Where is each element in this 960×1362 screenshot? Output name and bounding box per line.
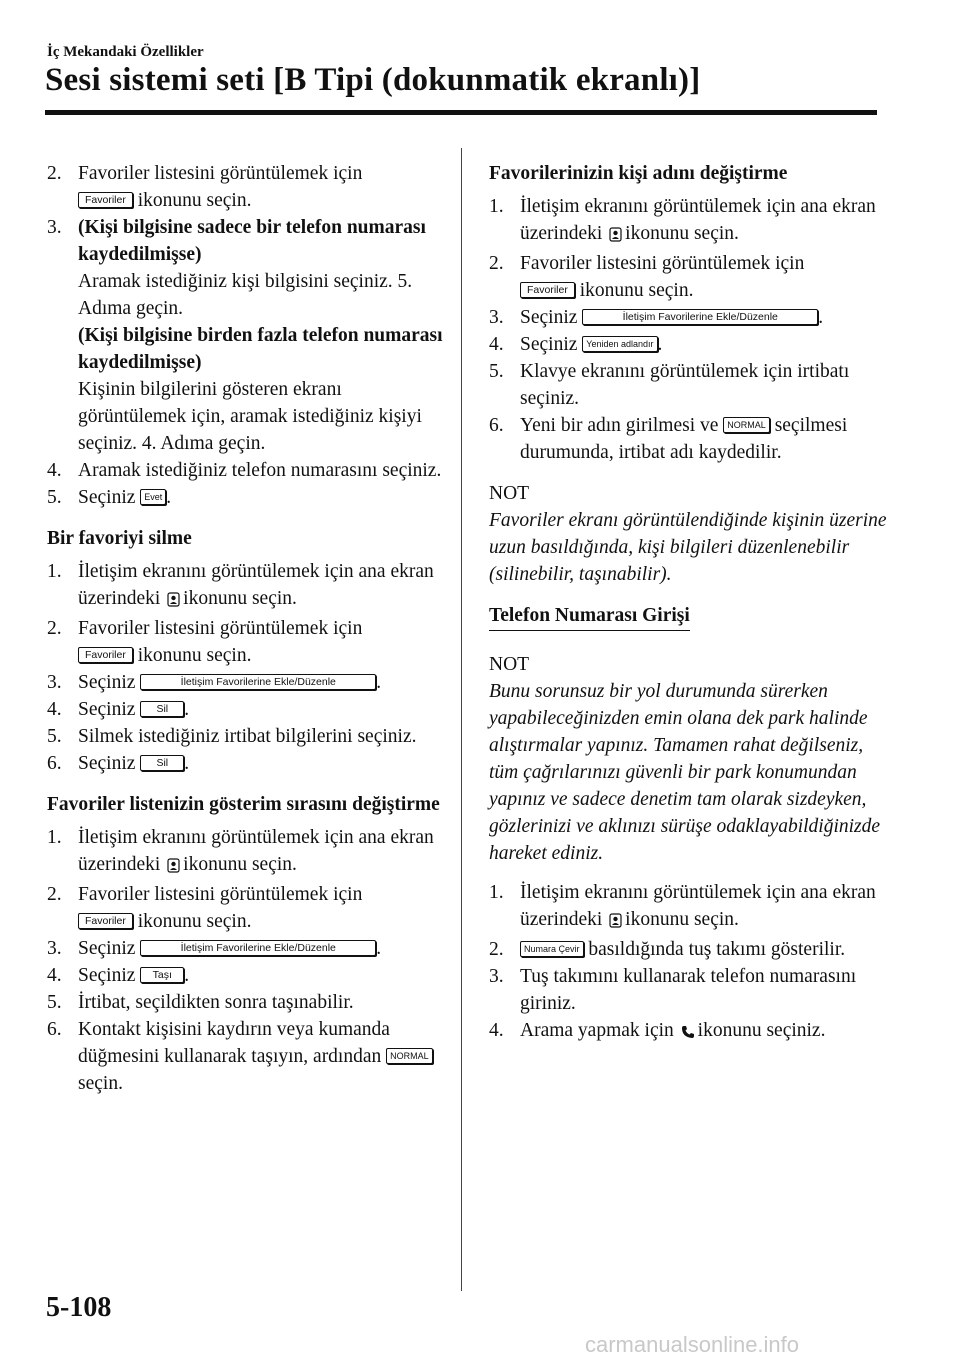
rename-button: Yeniden adlandır <box>582 336 657 352</box>
favoriler-button: Favoriler <box>78 192 133 208</box>
contacts-icon <box>609 223 622 250</box>
contacts-icon <box>609 909 622 936</box>
left-column <box>47 160 447 1097</box>
list-item: 3. (Kişi bilgisine sadece bir telefon numarası kaydedilmişse) Aramak istediğiniz kişi bilgisini seçiniz. 5. Adıma geçin. (Kişi bilgisine birden fazla telefon numarası kaydedilmişse) Kişinin bilgilerini gösteren ekranı görüntülemek için, aramak istediğiniz kişiyi seçiniz. 4. Adıma geçin. <box>47 217 443 454</box>
list-item: 5. İrtibat, seçildikten sonra taşınabilir. <box>47 992 354 1013</box>
list-item: 2. Favoriler listesini görüntülemek için Favoriler ikonunu seçin. <box>47 618 363 666</box>
add-edit-favorites-button: İletişim Favorilerine Ekle/Düzenle <box>140 940 376 956</box>
contacts-icon <box>167 854 180 881</box>
section-heading: Favoriler listenizin gösterim sırasını değiştirme <box>47 794 440 815</box>
list-item: 2. Favoriler listesini görüntülemek için Favoriler ikonunu seçin. <box>47 884 363 932</box>
list-item: 2. Favoriler listesini görüntülemek için Favoriler ikonunu seçin. <box>47 163 363 211</box>
list-item: 4. Seçiniz Sil . <box>47 699 190 720</box>
add-edit-favorites-button: İletişim Favorilerine Ekle/Düzenle <box>140 674 376 690</box>
normal-button: NORMAL <box>723 417 770 433</box>
list-item: 1. İletişim ekranını görüntülemek için ana ekran üzerindeki ikonunu seçin. <box>489 193 889 250</box>
normal-button: NORMAL <box>386 1048 433 1064</box>
page-title: Sesi sistemi seti [B Tipi (dokunmatik ekranlı)] <box>45 62 701 98</box>
list-item: 3. Tuş takımını kullanarak telefon numarasını giriniz. <box>489 966 857 1014</box>
note-title: NOT <box>489 654 530 675</box>
list-item: 4. Seçiniz Taşı . <box>47 965 190 986</box>
list-item: 1. İletişim ekranını görüntülemek için ana ekran üzerindeki ikonunu seçin. <box>47 558 447 615</box>
phone-call-icon <box>681 1020 695 1047</box>
section-heading: Favorilerinizin kişi adını değiştirme <box>489 163 788 184</box>
list-item: 1. İletişim ekranını görüntülemek için ana ekran üzerindeki ikonunu seçin. <box>489 879 889 936</box>
list-item: 3. Seçiniz İletişim Favorilerine Ekle/Düzenle . <box>47 672 382 693</box>
note-title: NOT <box>489 483 530 504</box>
list-item: 4. Seçiniz Yeniden adlandır . <box>489 334 663 355</box>
list-item: 6. Kontakt kişisini kaydırın veya kumanda düğmesini kullanarak taşıyın, ardından NORMAL seçin. <box>47 1016 447 1097</box>
note-text: Bunu sorunsuz bir yol durumunda sürerken yapabileceğinizden emin olana dek park halinde alıştırmalar yapınız. Tamamen rahat değilseniz, tüm çağrılarınızı güvenli bir park konumundan yapınız ve sadece denetim tam olarak sizdeyken, gözlerinizi ve aklınızı sürüşe odaklayabildiğinizde hareket ediniz. <box>489 681 881 864</box>
evet-button: Evet <box>140 489 166 505</box>
list-item: 5. Seçiniz Evet . <box>47 487 172 508</box>
column-divider <box>461 148 462 1291</box>
section-label: İç Mekandaki Özellikler <box>47 44 204 60</box>
favoriler-button: Favoriler <box>520 282 575 298</box>
section-title-phone-entry: Telefon Numarası Girişi <box>489 602 690 631</box>
favoriler-button: Favoriler <box>78 647 133 663</box>
list-item: 2. Numara Çevir basıldığında tuş takımı gösterilir. <box>489 939 846 960</box>
source-watermark: carmanualsonline.info <box>585 1332 800 1357</box>
contacts-icon <box>167 588 180 615</box>
list-item: 4. Aramak istediğiniz telefon numarasını seçiniz. <box>47 460 442 481</box>
list-item: 2. Favoriler listesini görüntülemek için Favoriler ikonunu seçin. <box>489 253 805 301</box>
sil-button: Sil <box>140 755 184 771</box>
list-item: 3. Seçiniz İletişim Favorilerine Ekle/Düzenle . <box>489 307 824 328</box>
header-rule <box>45 110 877 115</box>
dial-number-button: Numara Çevir <box>520 941 584 957</box>
list-item: 4. Arama yapmak için ikonunu seçiniz. <box>489 1017 889 1047</box>
add-edit-favorites-button: İletişim Favorilerine Ekle/Düzenle <box>582 309 818 325</box>
list-item: 5. Silmek istediğiniz irtibat bilgilerini seçiniz. <box>47 726 417 747</box>
favoriler-button: Favoriler <box>78 913 133 929</box>
note-text: Favoriler ekranı görüntülendiğinde kişinin üzerine uzun basıldığında, kişi bilgileri düzenlenebilir (silinebilir, taşınabilir). <box>489 510 887 585</box>
tasi-button: Taşı <box>140 967 184 983</box>
page-number: 5-108 <box>46 1292 112 1323</box>
sil-button: Sil <box>140 701 184 717</box>
list-item: 5. Klavye ekranını görüntülemek için irtibatı seçiniz. <box>489 361 850 409</box>
list-item: 3. Seçiniz İletişim Favorilerine Ekle/Düzenle . <box>47 938 382 959</box>
section-heading: Bir favoriyi silme <box>47 528 192 549</box>
list-item: 1. İletişim ekranını görüntülemek için ana ekran üzerindeki ikonunu seçin. <box>47 824 447 881</box>
list-item: 6. Yeni bir adın girilmesi ve NORMAL seçilmesi durumunda, irtibat adı kaydedilir. <box>489 415 848 463</box>
list-item: 6. Seçiniz Sil . <box>47 753 190 774</box>
right-column <box>489 160 889 1047</box>
